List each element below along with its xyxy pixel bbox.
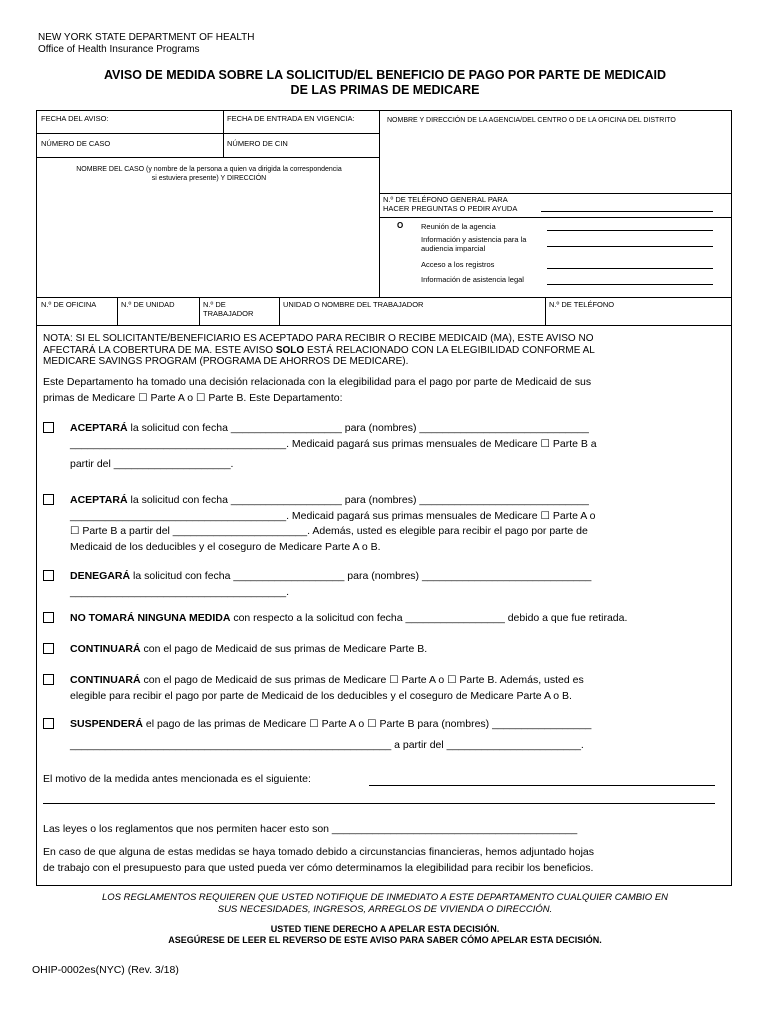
option-6-line-2: elegible para recibir el pago por parte de Medicaid de los deducibles y el coseguro de Medicare Parte A o B. [70, 689, 572, 702]
note-line-3: MEDICARE SAVINGS PROGRAM (PROGRAMA DE AHORROS DE MEDICARE). [43, 356, 409, 367]
option-continue-part-a-b-checkbox[interactable] [43, 674, 54, 685]
note-line-2a: AFECTARÁ LA COBERTURA DE MA. ESTE AVISO [43, 344, 276, 356]
worker-number-field[interactable] [203, 300, 253, 318]
fair-hearing-line[interactable] [547, 246, 713, 247]
agency-office: Office of Health Insurance Programs [38, 44, 200, 55]
bullet-marker: O [397, 221, 404, 230]
cin-number-field[interactable]: NÚMERO DE CIN [227, 139, 288, 148]
option-5-line-1 [70, 642, 719, 658]
notice-form [36, 110, 732, 886]
note-line-2b: SOLO [275, 344, 305, 356]
option-1-line-3: partir del ____________________. [70, 458, 234, 470]
option-6-line-1-text: con el pago de Medicaid de sus primas de Medicare ☐ Parte A o ☐ Parte B. Además, usted es [140, 674, 584, 686]
note-line-2c: ESTÁ RELACIONADO CON LA ELEGIBILIDAD CONFORME AL [304, 344, 595, 356]
general-phone-label-1: N.º DE TELÉFONO GENERAL PARA [383, 195, 508, 204]
fair-hearing-label-1: Información y asistencia para la [421, 235, 527, 244]
legal-assistance-line[interactable] [547, 284, 713, 285]
financial-line-1: En caso de que alguna de estas medidas se haya tomado debido a circunstancias financieras, hemos adjuntado hojas [43, 846, 595, 858]
records-access-line[interactable] [547, 268, 713, 269]
fair-hearing-label-2: audiencia imparcial [421, 244, 486, 253]
option-no-action-checkbox[interactable] [43, 612, 54, 623]
regulations-line-2: SUS NECESIDADES, INGRESOS, ARREGLOS DE VIVIENDA O DIRECCIÓN. [217, 904, 553, 915]
option-4-line-1-text: con respecto a la solicitud con fecha _________________ debido a que fue retirada. [230, 612, 628, 624]
option-1-line-2: _____________________________________. Medicaid pagará sus primas mensuales de Medicare ☐ Parte B a [70, 437, 597, 450]
option-2-line-1-text: la solicitud con fecha ___________________ para (nombres) _____________________________ [127, 494, 589, 506]
option-continue-part-a-b [43, 673, 719, 705]
case-name-label-1: NOMBRE DEL CASO (y nombre de la persona a quien va dirigida la correspondencia [76, 166, 342, 173]
agency-header [38, 32, 255, 56]
option-2-line-4: Medicaid de los deducibles y el coseguro de Medicare Parte A o B. [70, 540, 381, 553]
case-name-field[interactable] [41, 165, 377, 183]
notice-date-field[interactable]: FECHA DEL AVISO: [41, 114, 109, 123]
option-4-verb: NO TOMARÁ NINGUNA MEDIDA [70, 612, 231, 624]
option-continue-part-b-checkbox[interactable] [43, 643, 54, 654]
laws-text: Las leyes o los reglamentos que nos permiten hacer esto son __________________________________________ [43, 823, 578, 835]
worker-number-label-2: TRABAJADOR [203, 309, 254, 318]
option-continue-part-b [43, 642, 719, 658]
option-1-verb: ACEPTARÁ [70, 422, 128, 434]
reason-line-1[interactable] [369, 785, 715, 786]
worker-name-field[interactable]: UNIDAD O NOMBRE DEL TRABAJADOR [283, 300, 424, 309]
option-deny [43, 569, 719, 601]
option-accept-part-b [43, 421, 719, 473]
option-7-line-1-text: el pago de las primas de Medicare ☐ Parte A o ☐ Parte B para (nombres) _________________ [142, 718, 592, 730]
option-3-verb: DENEGARÁ [70, 570, 131, 582]
office-number-field[interactable]: N.º DE OFICINA [41, 300, 97, 309]
option-2-line-2: _____________________________________. Medicaid pagará sus primas mensuales de Medicare ☐ Parte A o [70, 509, 596, 522]
records-access-label: Acceso a los registros [421, 260, 495, 269]
option-3-line-2: _____________________________________. [70, 585, 289, 598]
option-3-line-1-text: la solicitud con fecha ___________________ para (nombres) _____________________________ [130, 570, 592, 582]
regulations-line-1: LOS REGLAMENTOS REQUIEREN QUE USTED NOTIFIQUE DE INMEDIATO A ESTE DEPARTAMENTO CUALQUIER CAMBIO EN [101, 892, 669, 903]
appeal-line-2: ASEGÚRESE DE LEER EL REVERSO DE ESTE AVISO PARA SABER CÓMO APELAR ESTA DECISIÓN. [168, 935, 602, 945]
option-2-line-1 [70, 493, 719, 509]
financial-text [43, 845, 727, 876]
agency-address-field[interactable]: NOMBRE Y DIRECCIÓN DE LA AGENCIA/DEL CENTRO O DE LA OFICINA DEL DISTRITO [387, 117, 676, 124]
option-2-line-3: ☐ Parte B a partir del _______________________. Además, usted es elegible para recibir el pago por parte de [70, 525, 588, 537]
option-1-line-1-text: la solicitud con fecha ___________________ para (nombres) _____________________________ [127, 422, 589, 434]
option-5-verb: CONTINUARÁ [70, 643, 141, 655]
option-deny-checkbox[interactable] [43, 570, 54, 581]
title-line-1: AVISO DE MEDIDA SOBRE LA SOLICITUD/EL BENEFICIO DE PAGO POR PARTE DE MEDICAID [103, 68, 667, 82]
agency-name: NEW YORK STATE DEPARTMENT OF HEALTH [38, 32, 255, 43]
appeal-line-1: USTED TIENE DERECHO A APELAR ESTA DECISIÓN. [270, 924, 500, 934]
option-suspend-checkbox[interactable] [43, 718, 54, 729]
option-2-verb: ACEPTARÁ [70, 494, 128, 506]
option-1-line-1 [70, 421, 719, 437]
option-7-line-1 [70, 717, 719, 733]
worker-number-label-1: N.º DE [203, 300, 226, 309]
option-accept-part-a-b-checkbox[interactable] [43, 494, 54, 505]
fair-hearing-label [421, 235, 526, 253]
intro-line-2: primas de Medicare ☐ Parte A o ☐ Parte B. Este Departamento: [43, 391, 343, 404]
option-no-action [43, 611, 719, 627]
agency-meeting-line[interactable] [547, 230, 713, 231]
note-block [43, 333, 723, 368]
option-accept-part-b-checkbox[interactable] [43, 422, 54, 433]
note-line-1: NOTA: SI EL SOLICITANTE/BENEFICIARIO ES ACEPTADO PARA RECIBIR O RECIBE MEDICAID (MA), ESTE AVISO NO [43, 333, 594, 344]
appeal-notice [38, 924, 732, 946]
regulations-notice [38, 892, 732, 916]
agency-meeting-label: Reunión de la agencia [421, 222, 496, 231]
effective-date-field[interactable]: FECHA DE ENTRADA EN VIGENCIA: [227, 114, 355, 123]
reason-label: El motivo de la medida antes mencionada es el siguiente: [43, 773, 311, 785]
note-line-2 [43, 345, 723, 357]
title-line-2: DE LAS PRIMAS DE MEDICARE [290, 83, 480, 97]
general-phone-label-2: HACER PREGUNTAS O PEDIR AYUDA [383, 204, 518, 213]
general-phone-field[interactable] [383, 195, 517, 213]
option-7-line-2: _______________________________________________________ a partir del _______________________. [70, 738, 584, 751]
option-suspend [43, 717, 719, 753]
reason-line-2[interactable] [43, 803, 715, 804]
case-name-label-2: si estuviera presente) Y DIRECCIÓN [151, 175, 267, 182]
option-accept-part-a-b [43, 493, 719, 557]
option-6-verb: CONTINUARÁ [70, 674, 141, 686]
unit-number-field[interactable]: N.º DE UNIDAD [121, 300, 175, 309]
phone-number-field[interactable]: N.º DE TELÉFONO [549, 300, 615, 309]
case-number-field[interactable]: NÚMERO DE CASO [41, 139, 111, 148]
option-3-line-1 [70, 569, 719, 585]
intro-line-1: Este Departamento ha tomado una decisión relacionada con la elegibilidad para el pago por parte de Medicaid de sus [43, 376, 592, 388]
option-4-line-1 [70, 611, 719, 627]
option-6-line-1 [70, 673, 719, 689]
legal-assistance-label: Información de asistencia legal [421, 275, 524, 284]
option-7-verb: SUSPENDERÁ [70, 718, 143, 730]
form-number: OHIP-0002es(NYC) (Rev. 3/18) [32, 964, 179, 976]
financial-line-2: de trabajo con el presupuesto para que usted pueda ver cómo determinamos la elegibilidad para recibir los beneficios. [43, 861, 594, 874]
document-title [30, 68, 740, 98]
intro-text [43, 375, 723, 406]
option-5-line-1-text: con el pago de Medicaid de sus primas de Medicare Parte B. [140, 643, 428, 655]
